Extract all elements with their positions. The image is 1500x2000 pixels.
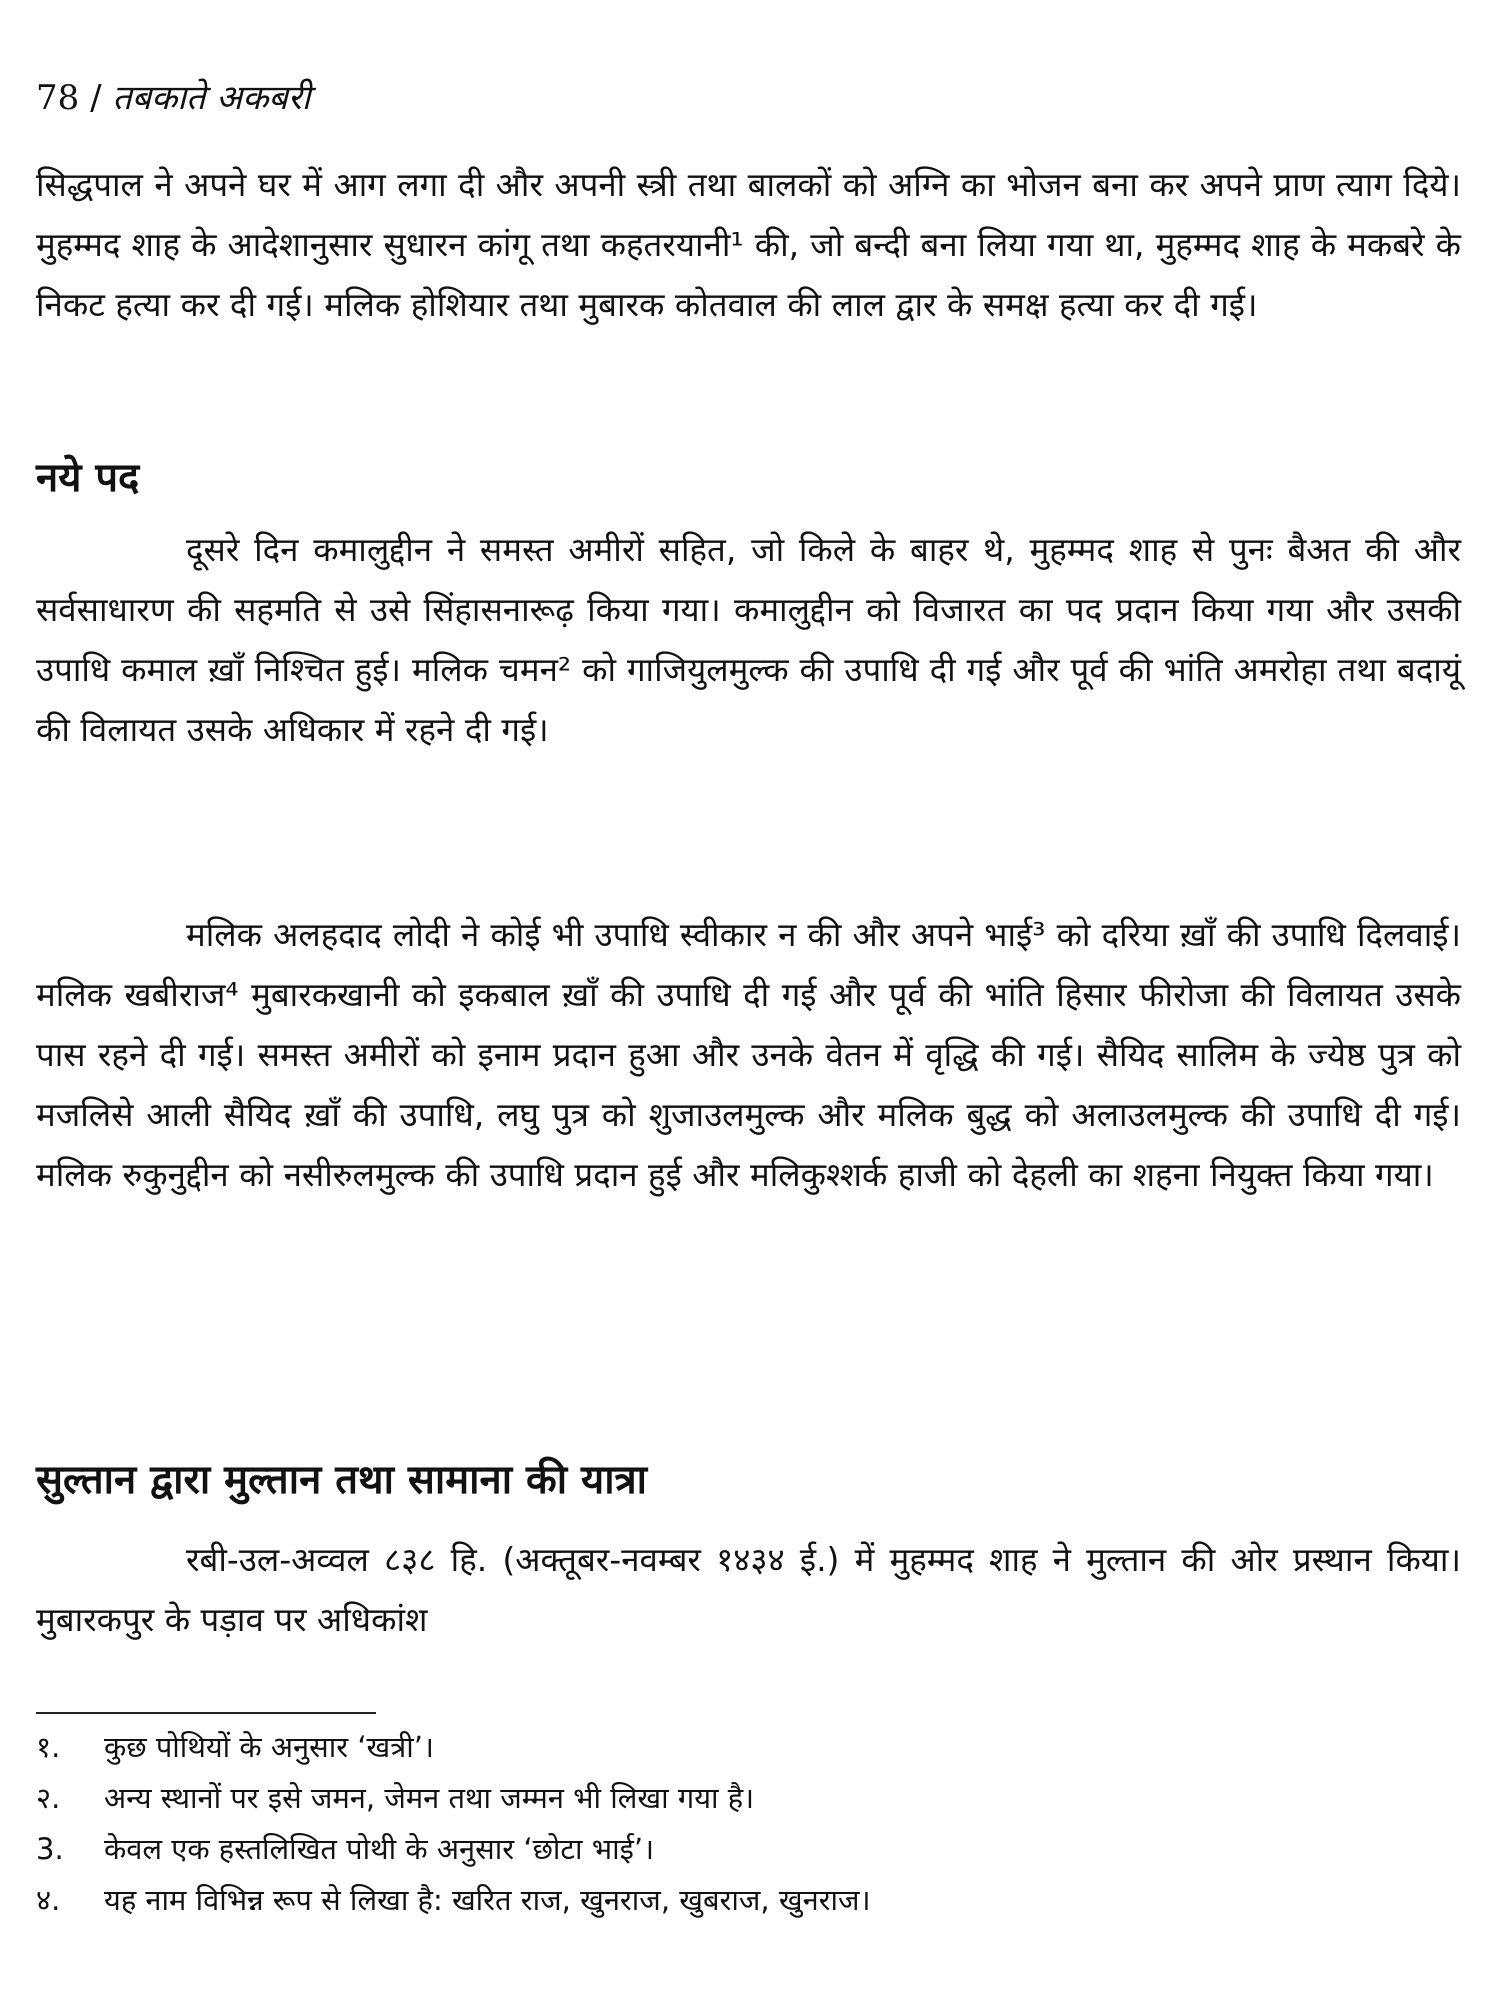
footnote-number: ४. bbox=[36, 1883, 61, 1917]
footnote-text: अन्य स्थानों पर इसे जमन, जेमन तथा जम्मन भी लिखा गया है। bbox=[104, 1781, 755, 1815]
footnote-number: 3. bbox=[36, 1832, 64, 1866]
page-number: 78 bbox=[36, 78, 80, 118]
paragraph-continued: सिद्धपाल ने अपने घर में आग लगा दी और अपनी स्त्री तथा बालकों को अग्नि का भोजन बना कर अपने प्राण त्याग दिये। मुहम्मद शाह के आदेशानुसार सुधारन कांगू तथा कहतरयानी¹ की, जो बन्दी बना लिया गया था, मुहम्मद शाह के मकबरे के निकट हत्या कर दी गई। मलिक होशियार तथा मुबारक कोतवाल की लाल द्वार के समक्ष हत्या कर दी गई। bbox=[36, 165, 1461, 324]
paragraph: मलिक अलहदाद लोदी ने कोई भी उपाधि स्वीकार न की और अपने भाई³ को दरिया ख़ाँ की उपाधि दिलवाई। मलिक खबीराज⁴ मुबारकखानी को इकबाल ख़ाँ की उपाधि दी गई और पूर्व की भांति हिसार फीरोजा की विलायत उसके पास रहने दी गई। समस्त अमीरों को इनाम प्रदान हुआ और उनके वेतन में वृद्धि की गई। सैयिद सालिम के ज्येष्ठ पुत्र को मजलिसे आली सैयिद ख़ाँ की उपाधि, लघु पुत्र को शुजाउलमुल्क और मलिक बुद्ध को अलाउलमुल्क की उपाधि दी गई। मलिक रुकुनुद्दीन को नसीरुलमुल्क की उपाधि प्रदान हुई और मलिकुश्शर्क हाजी को देहली का शहना नियुक्त किया गया। bbox=[36, 915, 1461, 1194]
footnote bbox=[36, 1773, 1461, 1824]
footnote-text: कुछ पोथियों के अनुसार ‘खत्री’। bbox=[104, 1730, 434, 1764]
book-title: तबकाते अकबरी bbox=[112, 78, 311, 118]
footnote bbox=[36, 1875, 1461, 1926]
running-head bbox=[36, 78, 310, 118]
footnote-text: केवल एक हस्तलिखित पोथी के अनुसार ‘छोटा भाई’। bbox=[104, 1832, 655, 1866]
footnote-text: यह नाम विभिन्न रूप से लिखा है: खरित राज, खुनराज, खुबराज, खुनराज। bbox=[104, 1883, 871, 1917]
section-heading-sultan-journey: सुल्तान द्वारा मुल्तान तथा सामाना की यात्रा bbox=[36, 1457, 648, 1503]
paragraph: दूसरे दिन कमालुद्दीन ने समस्त अमीरों सहित, जो किले के बाहर थे, मुहम्मद शाह से पुनः बैअत की और सर्वसाधारण की सहमति से उसे सिंहासनारूढ़ किया गया। कमालुद्दीन को विजारत का पद प्रदान किया गया और उसकी उपाधि कमाल ख़ाँ निश्चित हुई। मलिक चमन² को गाजियुलमुल्क की उपाधि दी गई और पूर्व की भांति अमरोहा तथा बदायूं की विलायत उसके अधिकार में रहने दी गई। bbox=[36, 530, 1461, 749]
footnotes-list bbox=[36, 1722, 1461, 1926]
footnote bbox=[36, 1722, 1461, 1773]
section-heading-new-posts: नये पद bbox=[36, 455, 140, 501]
header-separator: / bbox=[79, 78, 113, 118]
footnote-divider bbox=[36, 1712, 376, 1714]
footnote-number: १. bbox=[36, 1730, 61, 1764]
footnote-number: २. bbox=[36, 1781, 61, 1815]
footnote bbox=[36, 1824, 1461, 1875]
paragraph: रबी-उल-अव्वल ८३८ हि. (अक्तूबर-नवम्बर १४३४ ई.) में मुहम्मद शाह ने मुल्तान की ओर प्रस्थान किया। मुबारकपुर के पड़ाव पर अधिकांश bbox=[36, 1540, 1461, 1639]
